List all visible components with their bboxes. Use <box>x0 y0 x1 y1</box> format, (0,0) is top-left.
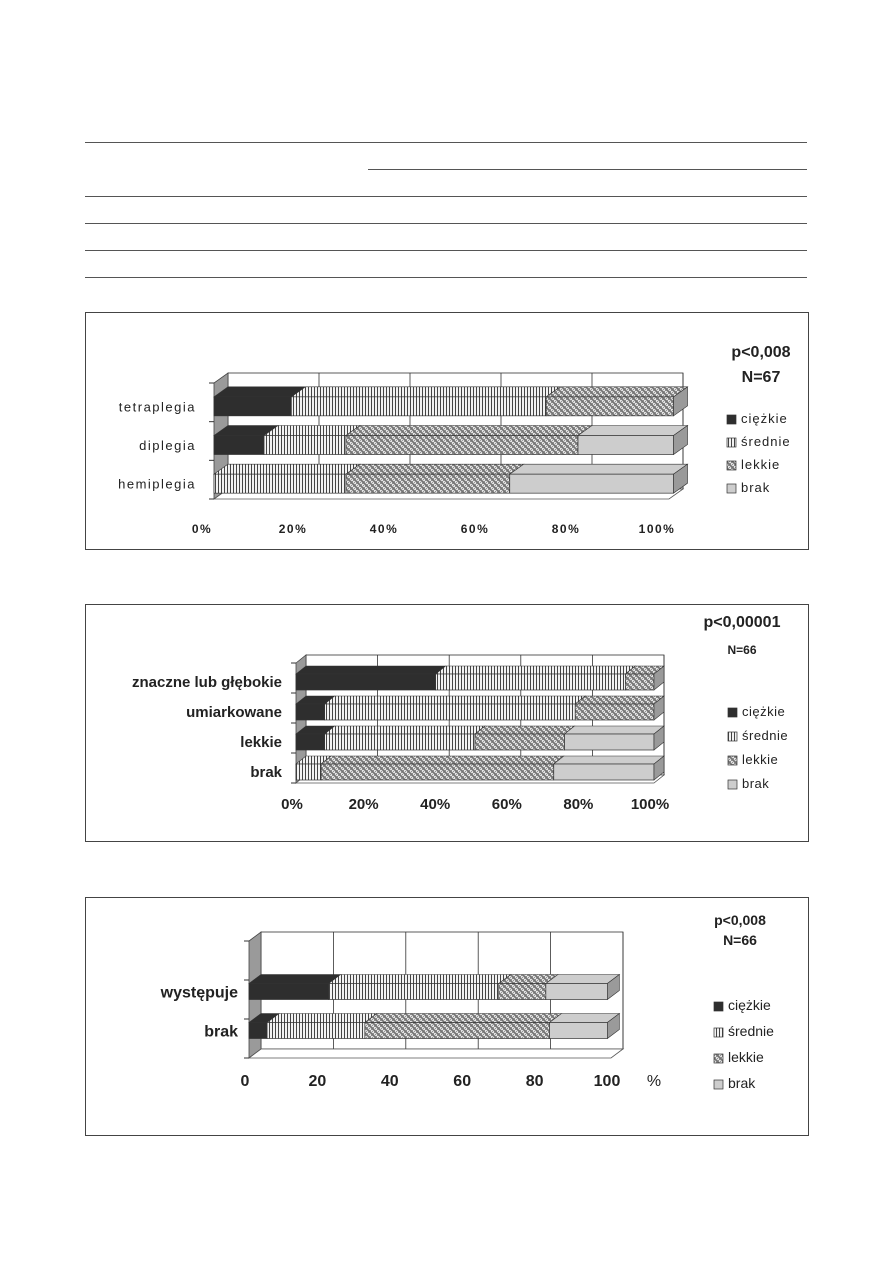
bar-segment <box>264 426 360 455</box>
bar-face <box>510 474 674 493</box>
bar-face <box>625 674 654 690</box>
x-tick-label: 40% <box>369 522 399 536</box>
x-tick-label: 0% <box>191 522 213 536</box>
bar-face <box>249 1023 267 1039</box>
bar-face <box>329 984 499 1000</box>
legend-swatch-lekkie <box>728 756 737 765</box>
bar-face <box>546 397 673 416</box>
bar-segment <box>296 666 446 690</box>
x-tick-label: 20 <box>308 1073 327 1090</box>
x-tick-label: 80% <box>563 796 594 813</box>
chart-frame-1 <box>85 312 809 550</box>
legend-label-ciezkie: ciężkie <box>741 411 788 426</box>
bar-face <box>249 984 329 1000</box>
p-value-label: p<0,00001 <box>703 614 781 631</box>
bar-top <box>546 975 620 984</box>
legend-label-lekkie: lekkie <box>741 457 781 472</box>
bar-top <box>578 426 688 436</box>
category-label: lekkie <box>240 734 282 751</box>
legend-label-srednie: średnie <box>742 728 789 743</box>
x-tick-label: 80% <box>551 522 581 536</box>
category-label: brak <box>204 1023 238 1041</box>
bar-segment <box>510 464 688 493</box>
category-label: występuje <box>160 984 238 1002</box>
x-tick-label: 60% <box>460 522 490 536</box>
bar-top <box>575 696 664 704</box>
bar-face <box>214 474 346 493</box>
legend-label-srednie: średnie <box>741 434 791 449</box>
bar-segment <box>546 387 687 416</box>
x-tick-label: 20% <box>278 522 308 536</box>
category-label: znaczne lub głębokie <box>131 674 282 691</box>
bar-segment <box>554 756 664 780</box>
x-tick-label: 40% <box>420 796 451 813</box>
legend-swatch-lekkie <box>727 461 736 470</box>
bar-top <box>346 426 592 436</box>
bar-segment <box>565 726 665 750</box>
bar-top <box>214 387 305 397</box>
table-header-subrule <box>368 169 807 170</box>
legend-label-brak: brak <box>742 776 770 791</box>
bar-top <box>365 1014 562 1023</box>
bar-face <box>296 704 325 720</box>
bar-top <box>291 387 560 397</box>
x-unit-label: % <box>646 1073 662 1090</box>
bar-top <box>554 756 664 764</box>
legend-swatch-srednie <box>714 1028 723 1037</box>
bar-face <box>267 1023 365 1039</box>
bar-segment <box>267 1014 377 1039</box>
x-tick-label: 0% <box>281 796 303 813</box>
n-count-label: N=66 <box>727 643 757 657</box>
x-tick-label: 100 <box>593 1073 621 1090</box>
bar-face <box>264 436 346 455</box>
chart-floor <box>249 1049 623 1058</box>
legend-swatch-srednie <box>727 438 736 447</box>
legend-swatch-brak <box>714 1080 723 1089</box>
bar-top <box>546 387 687 397</box>
bar-segment <box>249 975 341 1000</box>
x-tick-label: 80 <box>525 1073 544 1090</box>
legend-label-lekkie: lekkie <box>728 1049 764 1065</box>
bar-segment <box>321 756 564 780</box>
bar-segment <box>346 464 524 493</box>
bar-top <box>565 726 665 734</box>
bar-top <box>436 666 636 674</box>
bar-top <box>475 726 575 734</box>
table-bottom-rule <box>85 277 807 278</box>
chart-3 <box>86 898 808 1135</box>
bar-face <box>214 436 264 455</box>
legend-swatch-brak <box>728 780 737 789</box>
bar-segment <box>291 387 560 416</box>
bar-top <box>267 1014 377 1023</box>
x-tick-label: 100% <box>630 796 670 813</box>
category-label: umiarkowane <box>186 704 282 721</box>
legend-swatch-ciezkie <box>728 708 737 717</box>
bar-segment <box>575 696 664 720</box>
bar-segment <box>365 1014 562 1039</box>
x-tick-label: 60% <box>491 796 522 813</box>
bar-segment <box>475 726 575 750</box>
bar-face <box>436 674 626 690</box>
bar-segment <box>329 975 511 1000</box>
x-tick-label: 20% <box>348 796 379 813</box>
bar-top <box>249 975 341 984</box>
chart-1 <box>86 313 808 549</box>
bar-face <box>575 704 654 720</box>
category-label: tetraplegia <box>118 399 196 415</box>
bar-face <box>365 1023 550 1039</box>
bar-face <box>346 436 578 455</box>
legend-label-lekkie: lekkie <box>742 752 779 767</box>
legend-label-brak: brak <box>741 480 771 495</box>
bar-face <box>499 984 546 1000</box>
legend-label-ciezkie: ciężkie <box>742 704 786 719</box>
bar-segment <box>346 426 592 455</box>
bar-segment <box>578 426 688 455</box>
table-top-rule <box>85 142 807 143</box>
bar-face <box>214 397 291 416</box>
bar-face <box>296 674 436 690</box>
bar-segment <box>436 666 636 690</box>
p-value-label: p<0,008 <box>714 912 766 928</box>
bar-top <box>325 696 586 704</box>
category-label: hemiplegia <box>118 476 196 492</box>
bar-face <box>546 984 608 1000</box>
bar-face <box>291 397 546 416</box>
legend-swatch-srednie <box>728 732 737 741</box>
chart-frame-3 <box>85 897 809 1136</box>
bar-top <box>346 464 524 474</box>
bar-face <box>554 764 654 780</box>
legend-label-brak: brak <box>728 1075 756 1091</box>
bar-top <box>296 666 446 674</box>
bar-top <box>329 975 511 984</box>
bar-top <box>214 464 360 474</box>
legend-swatch-ciezkie <box>714 1002 723 1011</box>
x-tick-label: 40 <box>380 1073 399 1090</box>
bar-top <box>321 756 564 764</box>
bar-face <box>296 734 325 750</box>
n-count-label: N=67 <box>741 369 781 386</box>
bar-top <box>264 426 360 436</box>
legend-swatch-brak <box>727 484 736 493</box>
bar-face <box>565 734 655 750</box>
table-row-rule <box>85 250 807 251</box>
chart-2 <box>86 605 808 841</box>
bar-segment <box>214 464 360 493</box>
bar-face <box>549 1023 607 1039</box>
bar-segment <box>325 726 485 750</box>
bar-face <box>475 734 565 750</box>
x-tick-label: 100% <box>638 522 676 536</box>
bar-segment <box>325 696 586 720</box>
p-value-label: p<0,008 <box>731 344 791 361</box>
x-tick-label: 60 <box>453 1073 472 1090</box>
category-label: brak <box>250 764 282 781</box>
n-count-label: N=66 <box>723 932 757 948</box>
legend-label-srednie: średnie <box>728 1023 774 1039</box>
legend-swatch-ciezkie <box>727 415 736 424</box>
bar-face <box>296 764 321 780</box>
bar-face <box>321 764 554 780</box>
table-row-rule <box>85 223 807 224</box>
table-header-rule <box>85 196 807 197</box>
chart-frame-2 <box>85 604 809 842</box>
bar-face <box>578 436 674 455</box>
bar-face <box>325 704 576 720</box>
category-label: diplegia <box>139 438 196 453</box>
legend-swatch-lekkie <box>714 1054 723 1063</box>
legend-label-ciezkie: ciężkie <box>728 997 771 1013</box>
bar-top <box>325 726 485 734</box>
bar-face <box>325 734 475 750</box>
bar-top <box>510 464 688 474</box>
bar-face <box>346 474 510 493</box>
x-tick-label: 0 <box>240 1073 250 1090</box>
